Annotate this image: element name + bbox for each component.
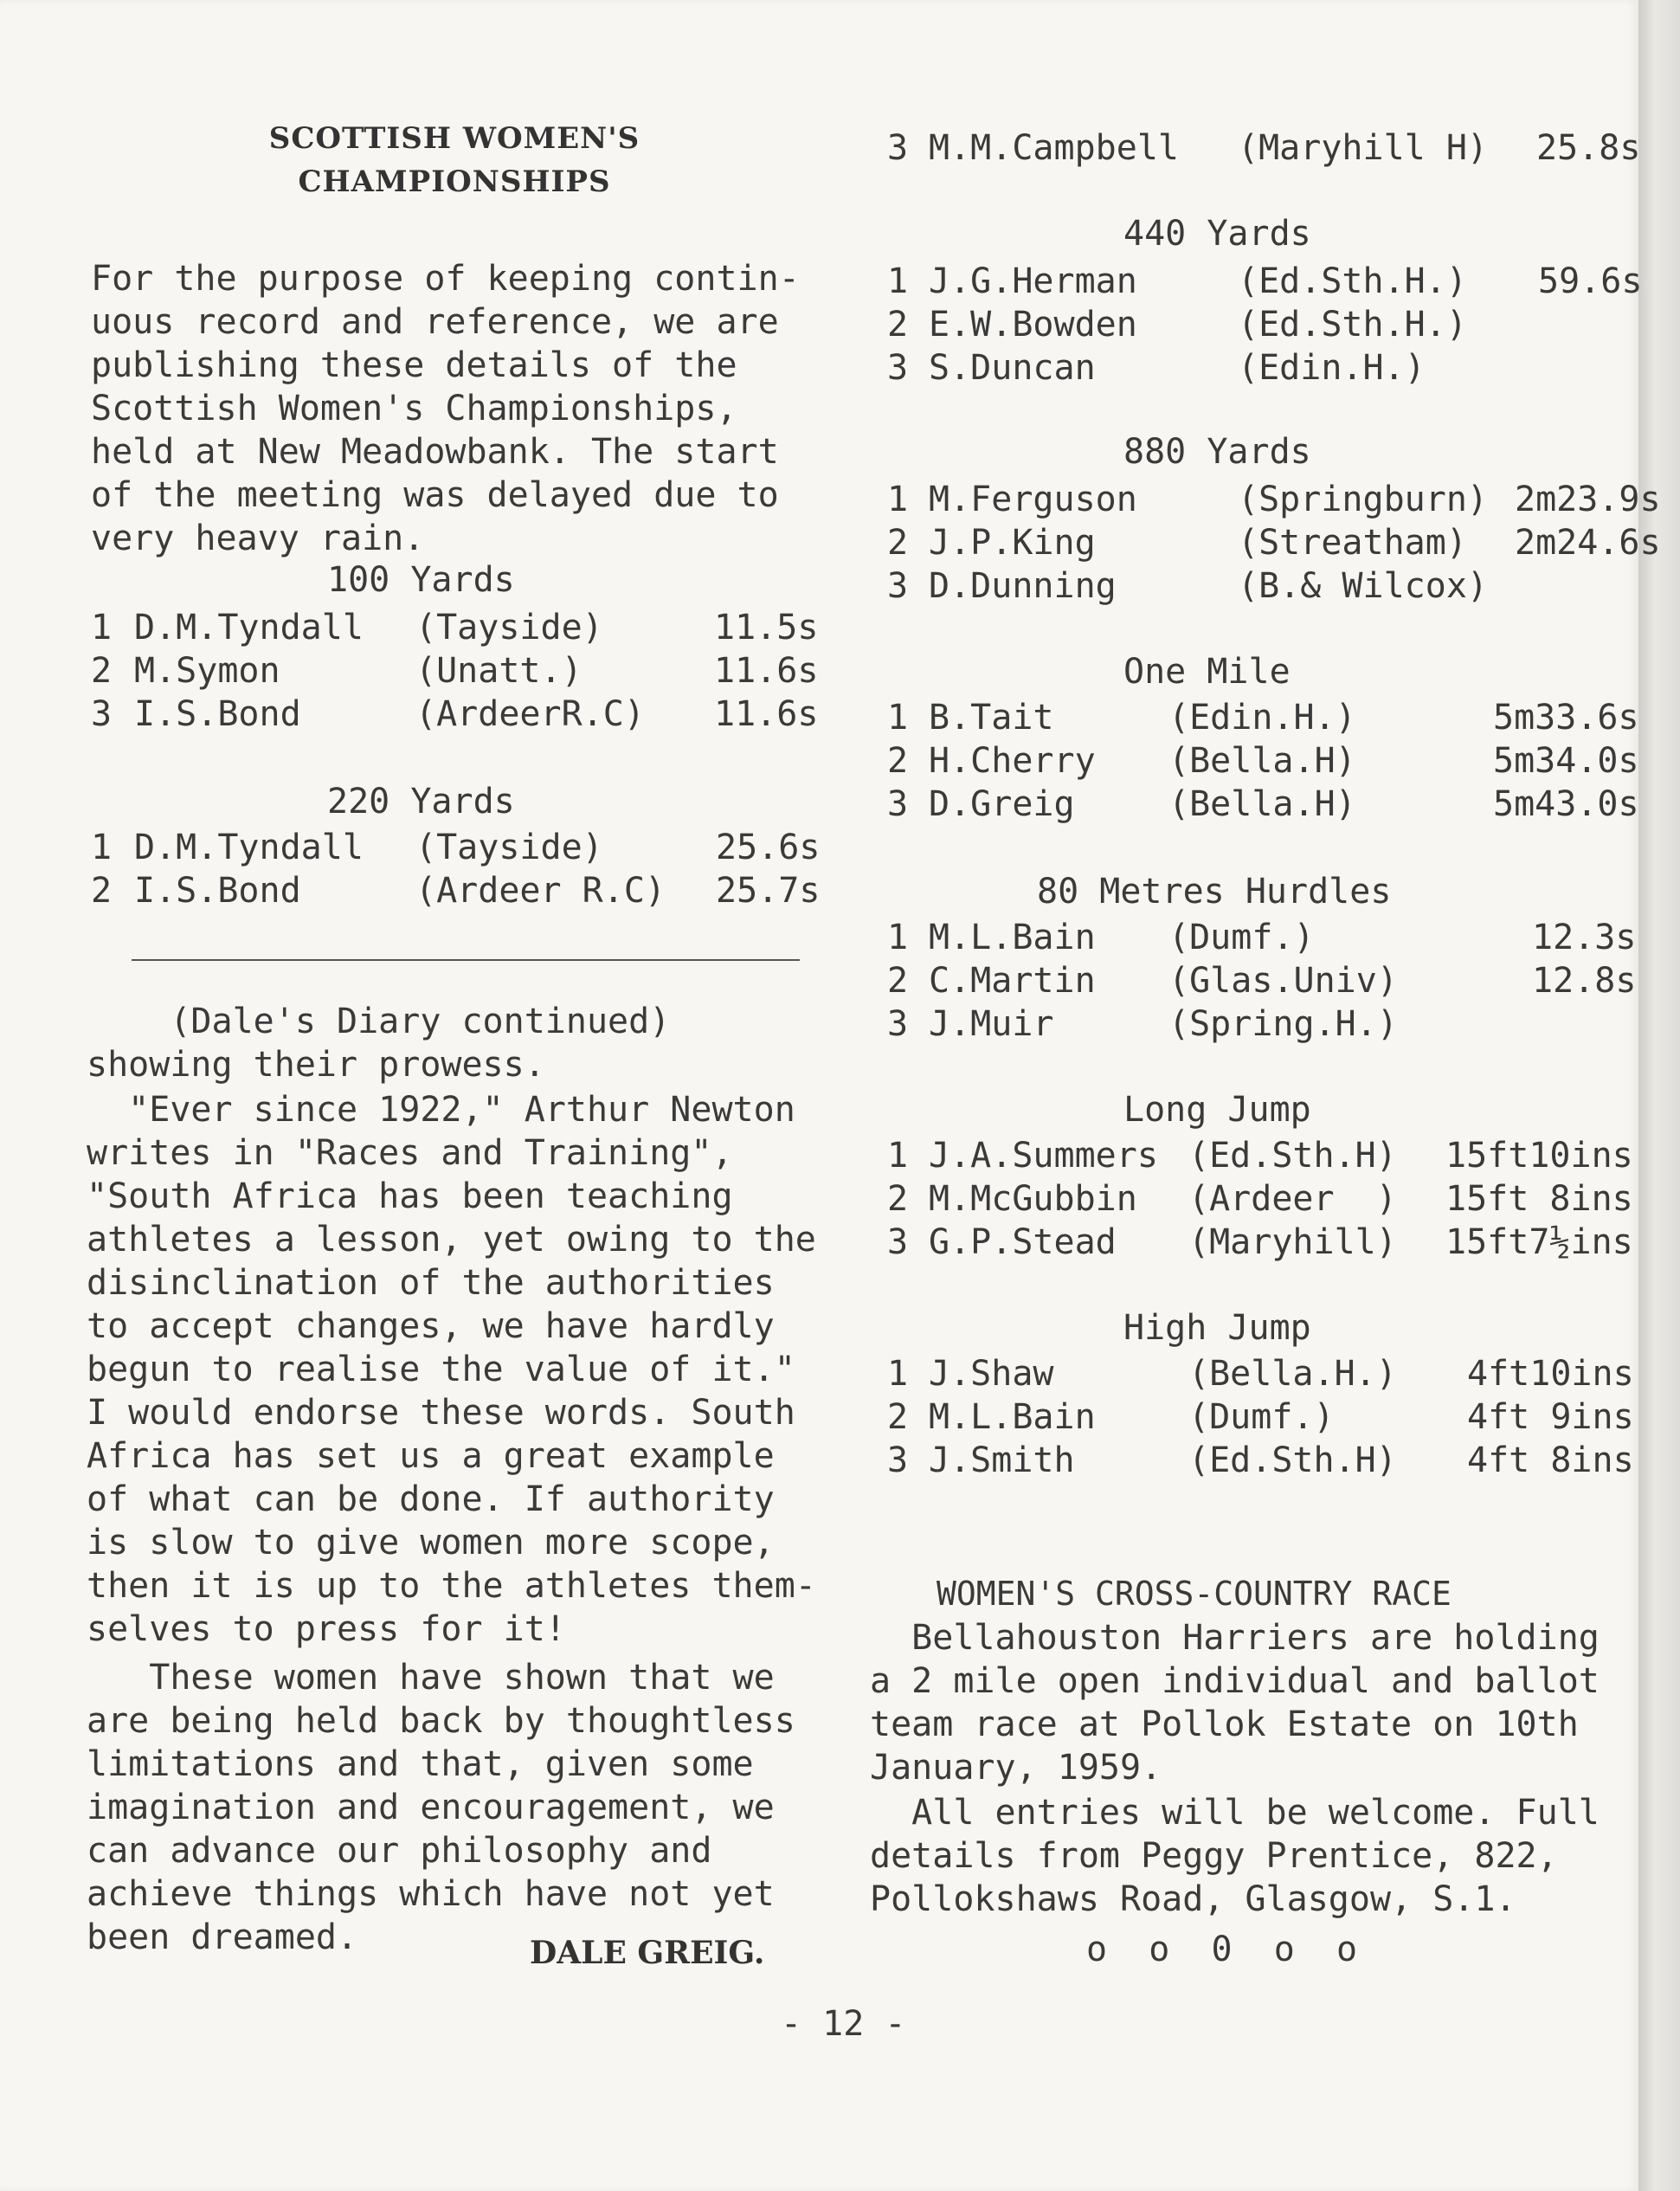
result-time: 15ft10ins xyxy=(1445,1136,1633,1176)
result-club: (Dumf.) xyxy=(1188,1397,1335,1437)
result-club: (Dumf.) xyxy=(1168,918,1315,957)
result-pos: 1 xyxy=(91,608,113,648)
event-title-880-yards: 880 Yards xyxy=(1123,432,1311,472)
result-pos: 2 xyxy=(91,651,113,691)
result-club: (ArdeerR.C) xyxy=(415,694,645,734)
result-club: (Edin.H.) xyxy=(1238,348,1426,388)
result-name: M.L.Bain xyxy=(929,1397,1096,1437)
result-pos: 2 xyxy=(887,741,909,781)
result-club: (Unatt.) xyxy=(415,651,583,691)
result-pos: 2 xyxy=(887,1179,909,1219)
result-time: 4ft 8ins xyxy=(1467,1440,1634,1480)
diary-line: disinclination of the authorities xyxy=(87,1263,775,1303)
diary-line: to accept changes, we have hardly xyxy=(87,1306,775,1346)
cross-country-line: Bellahouston Harriers are holding xyxy=(870,1618,1600,1658)
result-club: (Glas.Univ) xyxy=(1168,961,1398,1001)
result-club: (Bella.H.) xyxy=(1188,1354,1397,1394)
diary-line: Africa has set us a great example xyxy=(87,1436,775,1476)
result-name: M.Symon xyxy=(134,651,280,691)
championships-title-line1: SCOTTISH WOMEN'S xyxy=(268,121,640,156)
result-time: 5m34.0s xyxy=(1493,741,1639,781)
result-time: 2m24.6s xyxy=(1515,523,1661,563)
result-name: J.P.King xyxy=(929,523,1096,563)
intro-line: uous record and reference, we are xyxy=(91,302,779,342)
result-name: H.Cherry xyxy=(929,741,1096,781)
result-time: 5m33.6s xyxy=(1493,698,1639,738)
diary-line: showing their prowess. xyxy=(87,1045,545,1085)
result-club: (Springburn) xyxy=(1238,480,1488,519)
result-time: 11.6s xyxy=(714,651,819,691)
result-name: J.Smith xyxy=(929,1440,1075,1480)
result-club: (Ed.Sth.H) xyxy=(1188,1440,1397,1480)
event-title-long-jump: Long Jump xyxy=(1123,1090,1311,1130)
event-title-high-jump: High Jump xyxy=(1123,1308,1311,1348)
result-time: 25.8s xyxy=(1536,128,1641,168)
diary-line: imagination and encouragement, we xyxy=(87,1788,775,1827)
author-signature: DALE GREIG. xyxy=(530,1935,765,1971)
result-time: 11.6s xyxy=(714,694,819,734)
result-pos: 3 xyxy=(887,1004,909,1044)
intro-line: held at New Meadowbank. The start xyxy=(91,432,779,472)
result-club: (Streatham) xyxy=(1238,523,1467,563)
diary-line: (Dale's Diary continued) xyxy=(87,1002,671,1041)
result-pos: 1 xyxy=(887,1354,909,1394)
result-club: (Bella.H) xyxy=(1168,784,1356,824)
diary-line: "South Africa has been teaching xyxy=(87,1176,733,1216)
result-time: 11.5s xyxy=(714,608,819,648)
cross-country-heading: WOMEN'S CROSS-COUNTRY RACE xyxy=(937,1575,1451,1613)
result-pos: 2 xyxy=(887,1397,909,1437)
intro-line: very heavy rain. xyxy=(91,519,425,558)
result-pos: 3 xyxy=(887,1222,909,1262)
result-pos: 3 xyxy=(887,784,909,824)
result-club: (Tayside) xyxy=(415,608,603,648)
result-time: 15ft 8ins xyxy=(1445,1179,1633,1219)
diary-line: writes in "Races and Training", xyxy=(87,1133,733,1173)
result-club: (Ed.Sth.H.) xyxy=(1238,305,1467,345)
result-club: (Ardeer ) xyxy=(1188,1179,1397,1219)
result-pos: 1 xyxy=(887,1136,909,1176)
result-pos: 2 xyxy=(887,961,909,1001)
diary-line: "Ever since 1922," Arthur Newton xyxy=(87,1090,795,1130)
result-name: G.P.Stead xyxy=(929,1222,1117,1262)
result-pos: 3 xyxy=(887,566,909,606)
intro-line: For the purpose of keeping contin- xyxy=(91,259,800,299)
diary-line: been dreamed. xyxy=(87,1917,358,1957)
result-name: M.McGubbin xyxy=(929,1179,1137,1219)
page-edge xyxy=(1638,0,1680,2191)
diary-line: are being held back by thoughtless xyxy=(87,1701,795,1741)
result-name: J.Shaw xyxy=(929,1354,1054,1394)
result-pos: 1 xyxy=(887,261,909,301)
result-time: 4ft 9ins xyxy=(1467,1397,1634,1437)
diary-line: athletes a lesson, yet owing to the xyxy=(87,1220,816,1260)
result-pos: 3 xyxy=(887,128,909,168)
result-pos: 1 xyxy=(887,698,909,738)
diary-line: can advance our philosophy and xyxy=(87,1831,712,1871)
result-name: M.M.Campbell xyxy=(929,128,1179,168)
result-name: D.Dunning xyxy=(929,566,1117,606)
result-pos: 3 xyxy=(91,694,113,734)
result-time: 12.3s xyxy=(1532,918,1637,957)
result-name: I.S.Bond xyxy=(134,694,301,734)
cross-country-line: All entries will be welcome. Full xyxy=(870,1793,1600,1833)
diary-line: I would endorse these words. South xyxy=(87,1393,795,1433)
result-name: D.M.Tyndall xyxy=(134,608,364,648)
diary-line: begun to realise the value of it." xyxy=(87,1350,795,1389)
result-pos: 3 xyxy=(887,348,909,388)
result-pos: 1 xyxy=(887,480,909,519)
result-name: J.G.Herman xyxy=(929,261,1137,301)
result-name: D.M.Tyndall xyxy=(134,828,364,867)
result-club: (Ardeer R.C) xyxy=(415,871,666,911)
event-title-one-mile: One Mile xyxy=(1123,652,1291,692)
result-name: C.Martin xyxy=(929,961,1096,1001)
result-club: (Ed.Sth.H) xyxy=(1188,1136,1397,1176)
result-club: (Tayside) xyxy=(415,828,603,867)
result-pos: 2 xyxy=(91,871,113,911)
cross-country-line: team race at Pollok Estate on 10th xyxy=(870,1704,1579,1744)
championships-title-line2: CHAMPIONSHIPS xyxy=(298,164,611,199)
result-club: (B.& Wilcox) xyxy=(1238,566,1488,606)
result-club: (Bella.H) xyxy=(1168,741,1356,781)
diary-line: of what can be done. If authority xyxy=(87,1479,775,1519)
result-club: (Ed.Sth.H.) xyxy=(1238,261,1467,301)
result-name: I.S.Bond xyxy=(134,871,301,911)
result-time: 12.8s xyxy=(1532,961,1637,1001)
event-title-440-yards: 440 Yards xyxy=(1123,214,1311,254)
diary-line: is slow to give women more scope, xyxy=(87,1523,775,1563)
intro-line: Scottish Women's Championships, xyxy=(91,389,737,429)
result-time: 15ft7½ins xyxy=(1445,1222,1633,1262)
diary-line: These women have shown that we xyxy=(87,1658,775,1698)
result-time: 2m23.9s xyxy=(1515,480,1661,519)
result-name: M.L.Bain xyxy=(929,918,1096,957)
result-name: E.W.Bowden xyxy=(929,305,1137,345)
result-time: 25.6s xyxy=(716,828,821,867)
diary-line: limitations and that, given some xyxy=(87,1744,754,1784)
intro-line: publishing these details of the xyxy=(91,345,737,385)
result-time: 25.7s xyxy=(716,871,821,911)
section-end-ornament: o o 0 o o xyxy=(1086,1930,1358,1969)
cross-country-line: a 2 mile open individual and ballot xyxy=(870,1661,1600,1701)
result-club: (Edin.H.) xyxy=(1168,698,1356,738)
result-name: B.Tait xyxy=(929,698,1054,738)
cross-country-line: details from Peggy Prentice, 822, xyxy=(870,1836,1558,1876)
result-pos: 2 xyxy=(887,305,909,345)
result-club: (Maryhill H) xyxy=(1238,128,1488,168)
result-name: M.Ferguson xyxy=(929,480,1137,519)
result-name: D.Greig xyxy=(929,784,1075,824)
event-title-80m-hurdles: 80 Metres Hurdles xyxy=(1037,872,1392,912)
result-club: (Spring.H.) xyxy=(1168,1004,1398,1044)
page-number: - 12 - xyxy=(781,2004,906,2044)
diary-line: then it is up to the athletes them- xyxy=(87,1566,816,1606)
result-name: S.Duncan xyxy=(929,348,1096,388)
result-time: 5m43.0s xyxy=(1493,784,1639,824)
result-pos: 1 xyxy=(91,828,113,867)
event-title-100-yards: 100 Yards xyxy=(327,560,515,600)
result-time: 59.6s xyxy=(1538,261,1643,301)
result-pos: 3 xyxy=(887,1440,909,1480)
event-title-220-yards: 220 Yards xyxy=(327,782,515,822)
diary-line: selves to press for it! xyxy=(87,1609,566,1649)
cross-country-line: January, 1959. xyxy=(870,1748,1162,1788)
result-club: (Maryhill) xyxy=(1188,1222,1397,1262)
intro-line: of the meeting was delayed due to xyxy=(91,475,779,515)
result-time: 4ft10ins xyxy=(1467,1354,1634,1394)
cross-country-line: Pollokshaws Road, Glasgow, S.1. xyxy=(870,1879,1516,1919)
diary-line: achieve things which have not yet xyxy=(87,1874,775,1914)
section-divider xyxy=(132,959,800,961)
result-pos: 2 xyxy=(887,523,909,563)
result-pos: 1 xyxy=(887,918,909,957)
result-name: J.A.Summers xyxy=(929,1136,1158,1176)
result-name: J.Muir xyxy=(929,1004,1054,1044)
